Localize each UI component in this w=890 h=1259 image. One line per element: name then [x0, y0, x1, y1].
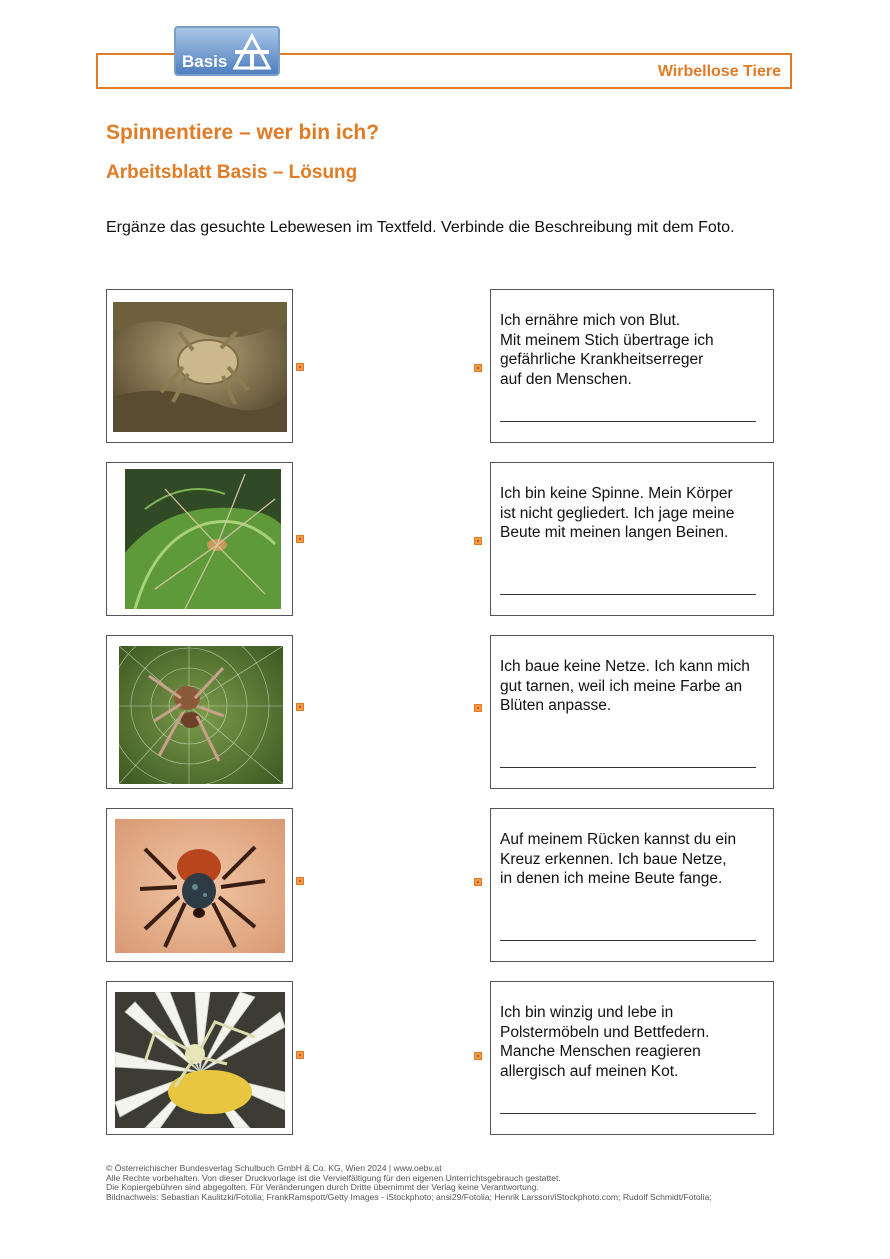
- answer-line-1[interactable]: [500, 421, 756, 422]
- text-connector-dot-2[interactable]: [474, 537, 482, 545]
- description-box-5: [490, 981, 774, 1135]
- page-subtitle: Arbeitsblatt Basis – Lösung: [106, 162, 358, 183]
- photo-box-3: [106, 635, 293, 789]
- harvestman-photo-icon: [125, 469, 281, 609]
- answer-line-5[interactable]: [500, 1113, 756, 1114]
- photo-box-5: [106, 981, 293, 1135]
- description-text-3: Ich baue keine Netze. Ich kann mich gut tarnen, weil ich meine Farbe an Blüten anpasse.: [500, 658, 750, 714]
- photo-box-2: [106, 462, 293, 616]
- footer-credits: [106, 1164, 712, 1202]
- text-connector-dot-3[interactable]: [474, 704, 482, 712]
- photo-connector-dot-4[interactable]: [296, 877, 304, 885]
- crab-spider-photo-icon: [115, 992, 285, 1128]
- description-box-3: [490, 635, 774, 789]
- description-box-2: [490, 462, 774, 616]
- logo-text: Basis: [182, 52, 228, 71]
- answer-line-2[interactable]: [500, 594, 756, 595]
- header-topic: Wirbellose Tiere: [657, 63, 781, 80]
- footer-line: © Österreichischer Bundesverlag Schulbuch GmbH & Co. KG, Wien 2024 | www.oebv.at: [106, 1163, 442, 1173]
- description-text-1: Ich ernähre mich von Blut. Mit meinem Stich übertrage ich gefährliche Krankheitserreger auf den Menschen.: [500, 312, 714, 388]
- footer-line: Bildnachweis: Sebastian Kaulitzki/Fotolia; FrankRamspott/Getty Images - iStockphoto; ansi29/Fotolia; Henrik Larsson/iStockphoto.com; Rudolf Schmidt/Fotolia;: [106, 1191, 712, 1202]
- photo-box-4: [106, 808, 293, 962]
- photo-connector-dot-1[interactable]: [296, 363, 304, 371]
- basis-logo: [174, 26, 280, 76]
- footer-line: Die Kopiergebühren sind abgegolten. Für Veränderungen durch Dritte übernimmt der Verlag keine Verantwortung.: [106, 1182, 539, 1193]
- tick-photo-icon: [115, 819, 285, 953]
- description-text-5: Ich bin winzig und lebe in Polstermöbeln und Bettfedern. Manche Menschen reagieren allergisch auf meinen Kot.: [500, 1004, 710, 1080]
- text-connector-dot-1[interactable]: [474, 364, 482, 372]
- answer-line-3[interactable]: [500, 767, 756, 768]
- instruction-text: Ergänze das gesuchte Lebewesen im Textfeld. Verbinde die Beschreibung mit dem Foto.: [106, 219, 735, 236]
- text-connector-dot-5[interactable]: [474, 1052, 482, 1060]
- photo-connector-dot-2[interactable]: [296, 535, 304, 543]
- description-box-4: [490, 808, 774, 962]
- description-box-1: [490, 289, 774, 443]
- description-text-2: Ich bin keine Spinne. Mein Körper ist nicht gegliedert. Ich jage meine Beute mit meinen langen Beinen.: [500, 485, 735, 541]
- photo-connector-dot-3[interactable]: [296, 703, 304, 711]
- page-title: Spinnentiere – wer bin ich?: [106, 121, 380, 144]
- photo-connector-dot-5[interactable]: [296, 1051, 304, 1059]
- mite-photo-icon: [113, 302, 287, 432]
- logo-triangle-icon: [232, 32, 272, 72]
- footer-line: Alle Rechte vorbehalten. Von dieser Druckvorlage ist die Vervielfältigung für den eigenen Unterrichtsgebrauch gestattet.: [106, 1172, 561, 1183]
- photo-box-1: [106, 289, 293, 443]
- garden-spider-photo-icon: [119, 646, 283, 784]
- text-connector-dot-4[interactable]: [474, 878, 482, 886]
- description-text-4: Auf meinem Rücken kannst du ein Kreuz erkennen. Ich baue Netze, in denen ich meine Beute fange.: [500, 831, 737, 887]
- answer-line-4[interactable]: [500, 940, 756, 941]
